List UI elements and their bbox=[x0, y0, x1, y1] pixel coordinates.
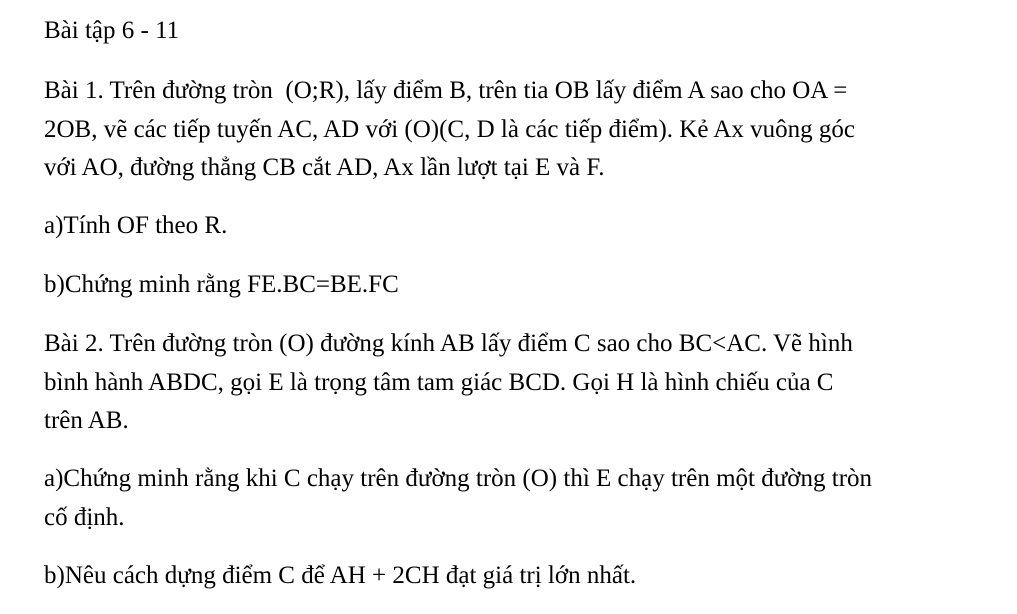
problem-1-line-3: với AO, đường thẳng CB cắt AD, Ax lần lượt tại E và F. bbox=[44, 154, 605, 181]
problem-2-part-b: b)Nêu cách dựng điểm C để AH + 2CH đạt giá trị lớn nhất. bbox=[44, 562, 637, 589]
problem-1-part-a: a)Tính OF theo R. bbox=[44, 212, 228, 239]
problem-2-part-a-line-2: cố định. bbox=[44, 504, 125, 531]
problem-2-line-2: bình hành ABDC, gọi E là trọng tâm tam giác BCD. Gọi H là hình chiếu của C bbox=[44, 369, 834, 396]
problem-2-line-3: trên AB. bbox=[44, 407, 129, 434]
problem-1-part-b: b)Chứng minh rằng FE.BC=BE.FC bbox=[44, 271, 399, 298]
document-title: Bài tập 6 - 11 bbox=[44, 17, 180, 44]
problem-2-part-a-line-1: a)Chứng minh rằng khi C chạy trên đường tròn (O) thì E chạy trên một đường tròn bbox=[44, 465, 873, 492]
problem-2-line-1: Bài 2. Trên đường tròn (O) đường kính AB lấy điểm C sao cho BC<AC. Vẽ hình bbox=[44, 330, 853, 357]
problem-1-line-2: 2OB, vẽ các tiếp tuyến AC, AD với (O)(C, D là các tiếp điểm). Kẻ Ax vuông góc bbox=[44, 116, 855, 143]
problem-1-line-1: Bài 1. Trên đường tròn (O;R), lấy điểm B, trên tia OB lấy điểm A sao cho OA = bbox=[44, 77, 848, 104]
